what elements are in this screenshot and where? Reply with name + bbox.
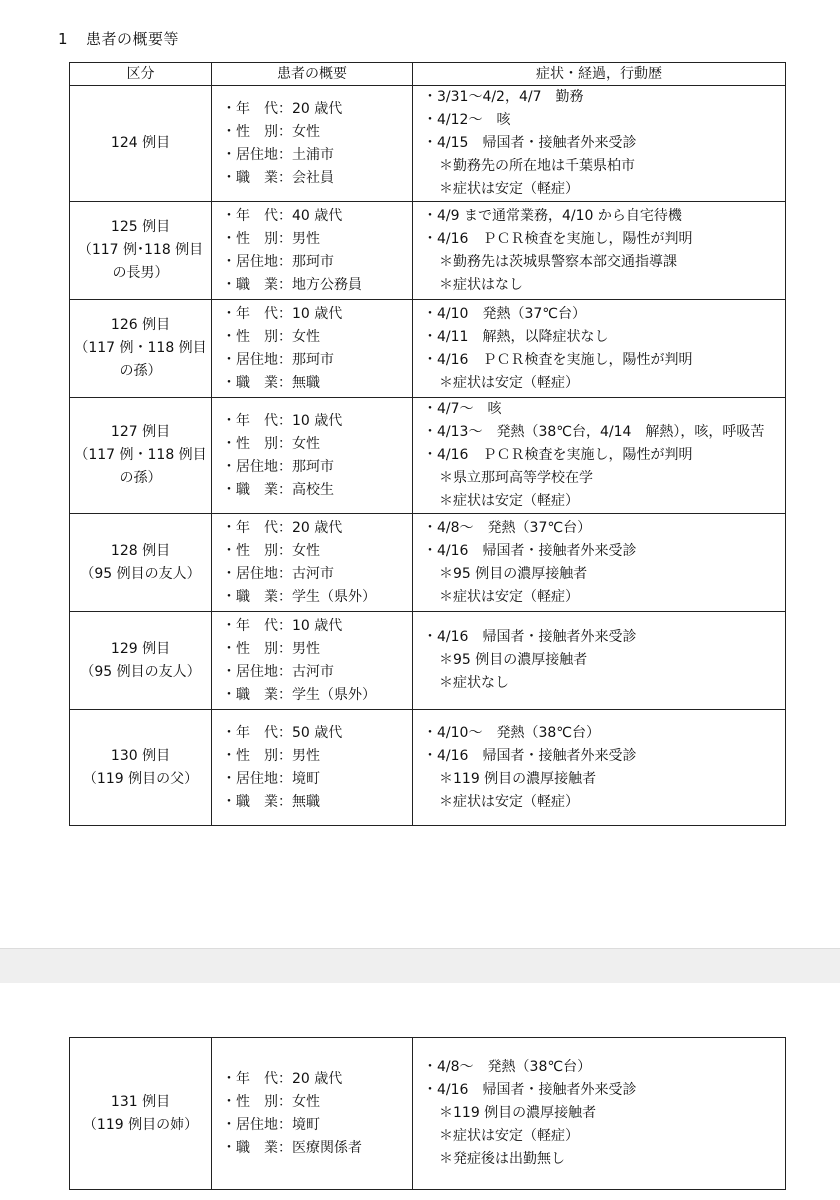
table-row — [70, 710, 786, 826]
case-id-line: の孫） — [119, 363, 162, 379]
profile-line: ・職 業：会社員 — [222, 169, 334, 186]
history-line: ＊症状は安定（軽症） — [439, 493, 579, 509]
history-line: ・4/8～ 発熱（38℃台） — [423, 1059, 592, 1075]
case-id-line: 130 例目 — [110, 747, 171, 764]
history-line: ・4/12～ 咳 — [423, 112, 511, 128]
profile-line: ・年 代：20 歳代 — [222, 1070, 343, 1087]
profile-line: ・居住地：那珂市 — [222, 253, 334, 270]
table-row — [70, 612, 786, 710]
profile-cell — [212, 202, 413, 300]
header-category: 区分 — [70, 63, 212, 86]
history-line: ・3/31～4/2，4/7 勤務 — [423, 89, 584, 105]
profile-line: ・年 代：50 歳代 — [222, 724, 343, 741]
table-row — [70, 1038, 786, 1190]
history-line: ＊症状なし — [439, 675, 509, 691]
history-line: ＊症状は安定（軽症） — [439, 1128, 579, 1144]
history-line: ・4/9 まで通常業務，4/10 から自宅待機 — [423, 207, 682, 224]
case-id-cell — [70, 300, 212, 398]
history-line: ＊県立那珂高等学校在学 — [439, 470, 593, 486]
profile-line: ・性 別：女性 — [222, 435, 320, 452]
header-profile: 患者の概要 — [212, 63, 413, 86]
history-line: ・4/10～ 発熱（38℃台） — [423, 724, 600, 741]
profile-line: ・職 業：無職 — [222, 374, 320, 391]
profile-line: ・性 別：女性 — [222, 123, 320, 140]
history-line: ・4/16 帰国者・接触者外来受診 — [423, 1082, 637, 1098]
profile-line: ・性 別：女性 — [222, 328, 320, 345]
case-id-line: （117 例･118 例目 — [77, 242, 204, 258]
profile-line: ・年 代：10 歳代 — [222, 617, 343, 634]
history-line: ・4/15 帰国者・接触者外来受診 — [423, 135, 637, 151]
patient-table — [69, 62, 786, 826]
history-line: ＊勤務先の所在地は千葉県柏市 — [439, 158, 635, 174]
history-line: ・4/16 帰国者・接触者外来受診 — [423, 542, 637, 559]
case-id-cell — [70, 514, 212, 612]
history-line: ・4/13～ 発熱（38℃台，4/14 解熱），咳，呼吸苦 — [423, 424, 765, 440]
case-id-line: （119 例目の姉） — [82, 1116, 199, 1133]
history-line: ＊症状はなし — [439, 276, 523, 293]
table-row — [70, 86, 786, 202]
history-cell — [413, 398, 786, 514]
profile-line: ・職 業：学生（県外） — [222, 686, 376, 703]
history-line: ＊症状は安定（軽症） — [439, 793, 579, 810]
history-line: ・4/16 帰国者・接触者外来受診 — [423, 747, 637, 764]
profile-line: ・性 別：男性 — [222, 230, 320, 247]
profile-line: ・居住地：境町 — [222, 770, 320, 787]
profile-line: ・居住地：土浦市 — [222, 146, 334, 163]
profile-cell — [212, 300, 413, 398]
profile-line: ・年 代：20 歳代 — [222, 519, 343, 536]
profile-line: ・居住地：古河市 — [222, 663, 334, 680]
case-id-line: 131 例目 — [110, 1093, 171, 1110]
table-row — [70, 514, 786, 612]
profile-line: ・職 業：高校生 — [222, 481, 334, 498]
profile-cell — [212, 710, 413, 826]
history-line: ・4/10 発熱（37℃台） — [423, 305, 586, 322]
profile-line: ・性 別：男性 — [222, 747, 320, 764]
profile-cell — [212, 86, 413, 202]
history-line: ・4/16 ＰＣＲ検査を実施し，陽性が判明 — [423, 447, 693, 463]
table-header-row — [70, 63, 786, 86]
profile-line: ・性 別：男性 — [222, 640, 320, 657]
case-id-line: 127 例目 — [110, 424, 171, 440]
history-line: ＊症状は安定（軽症） — [439, 181, 579, 197]
history-line: ・4/7～ 咳 — [423, 401, 502, 417]
header-history: 症状・経過，行動歴 — [413, 63, 786, 86]
profile-line: ・性 別：女性 — [222, 1093, 320, 1110]
case-id-line: （117 例・118 例目 — [74, 447, 207, 463]
case-id-line: の孫） — [119, 470, 162, 486]
table-row — [70, 202, 786, 300]
history-line: ＊勤務先は茨城県警察本部交通指導課 — [439, 253, 677, 270]
profile-line: ・年 代：10 歳代 — [222, 305, 343, 322]
profile-line: ・居住地：古河市 — [222, 565, 334, 582]
history-line: ＊症状は安定（軽症） — [439, 374, 579, 391]
case-id-cell — [70, 710, 212, 826]
table-row — [70, 300, 786, 398]
history-cell — [413, 300, 786, 398]
profile-cell — [212, 612, 413, 710]
case-id-cell — [70, 86, 212, 202]
section-heading — [58, 28, 179, 49]
case-id-line: （119 例目の父） — [82, 770, 199, 787]
case-id-line: 125 例目 — [110, 219, 171, 235]
profile-cell — [212, 398, 413, 514]
history-cell — [413, 1038, 786, 1190]
history-line: ＊症状は安定（軽症） — [439, 588, 579, 605]
case-id-line: の長男） — [112, 265, 169, 281]
profile-line: ・居住地：境町 — [222, 1116, 320, 1133]
profile-line: ・性 別：女性 — [222, 542, 320, 559]
case-id-cell — [70, 1038, 212, 1190]
history-cell — [413, 710, 786, 826]
case-id-line: （95 例目の友人） — [80, 663, 201, 680]
case-id-line: 129 例目 — [110, 640, 171, 657]
table-row — [70, 398, 786, 514]
profile-line: ・居住地：那珂市 — [222, 458, 334, 475]
history-line: ＊発症後は出勤無し — [439, 1151, 565, 1167]
section-number: 1 — [58, 30, 69, 48]
case-id-line: （117 例・118 例目 — [74, 340, 207, 356]
history-line: ＊95 例目の濃厚接触者 — [439, 565, 588, 582]
case-id-line: 126 例目 — [110, 317, 171, 333]
history-line: ・4/11 解熱，以降症状なし — [423, 328, 609, 345]
profile-cell — [212, 1038, 413, 1190]
section-title: 患者の概要等 — [86, 30, 180, 48]
history-cell — [413, 514, 786, 612]
profile-line: ・年 代：40 歳代 — [222, 207, 343, 224]
profile-line: ・職 業：医療関係者 — [222, 1139, 362, 1156]
profile-line: ・年 代：20 歳代 — [222, 100, 343, 117]
case-id-cell — [70, 612, 212, 710]
history-line: ・4/8～ 発熱（37℃台） — [423, 519, 592, 536]
history-line: ・4/16 ＰＣＲ検査を実施し，陽性が判明 — [423, 351, 693, 368]
history-cell — [413, 202, 786, 300]
case-id-cell — [70, 202, 212, 300]
page-gap — [0, 948, 840, 984]
history-cell — [413, 612, 786, 710]
history-line: ・4/16 ＰＣＲ検査を実施し，陽性が判明 — [423, 230, 693, 247]
case-id-line: 124 例目 — [110, 135, 171, 151]
profile-line: ・職 業：地方公務員 — [222, 276, 362, 293]
case-id-cell — [70, 398, 212, 514]
case-id-line: （95 例目の友人） — [80, 565, 201, 582]
patient-table-continued — [69, 1037, 786, 1190]
history-cell — [413, 86, 786, 202]
profile-line: ・年 代：10 歳代 — [222, 412, 343, 429]
history-line: ・4/16 帰国者・接触者外来受診 — [423, 629, 637, 645]
history-line: ＊119 例目の濃厚接触者 — [439, 770, 597, 787]
profile-line: ・居住地：那珂市 — [222, 351, 334, 368]
history-line: ＊95 例目の濃厚接触者 — [439, 652, 588, 668]
profile-line: ・職 業：無職 — [222, 793, 320, 810]
profile-line: ・職 業：学生（県外） — [222, 588, 376, 605]
case-id-line: 128 例目 — [110, 542, 171, 559]
history-line: ＊119 例目の濃厚接触者 — [439, 1105, 597, 1121]
profile-cell — [212, 514, 413, 612]
